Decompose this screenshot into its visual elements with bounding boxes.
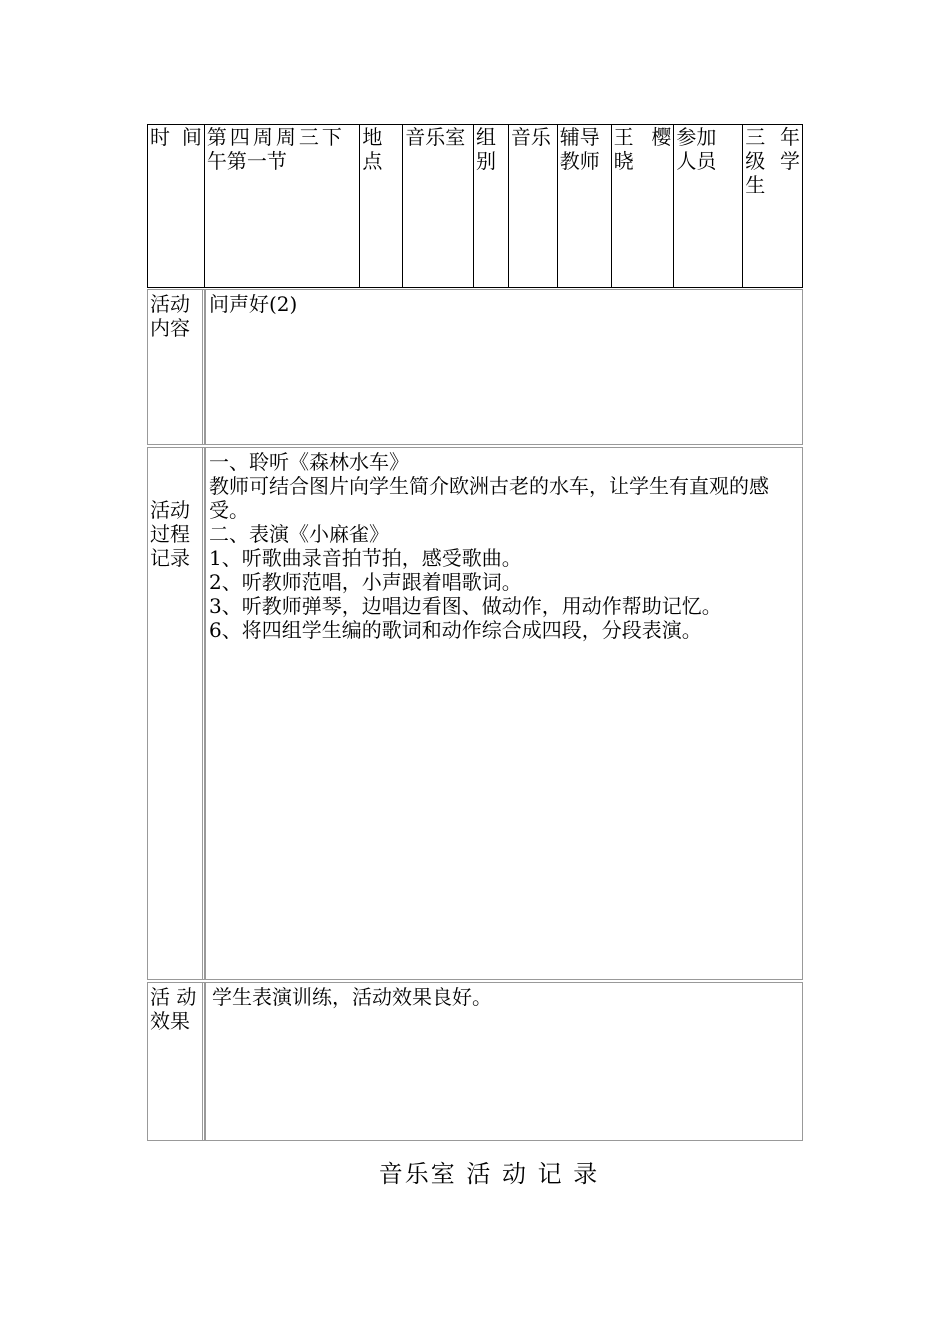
process-line: 3、听教师弹琴，边唱边看图、做动作，用动作帮助记忆。 <box>209 594 722 618</box>
page-title: 音乐室 活 动 记 录 <box>378 1160 600 1188</box>
tutor-label: 辅导 教师 <box>558 125 612 287</box>
activity-process-record <box>205 448 802 979</box>
process-line: 教师可结合图片向学生简介欧洲古老的水车，让学生有直观的感受。 <box>209 474 769 522</box>
group-label: 组 别 <box>474 125 509 287</box>
activity-content-label: 活动内容 <box>148 290 205 444</box>
header-row <box>147 124 803 288</box>
process-line: 二、表演《小麻雀》 <box>209 522 389 546</box>
activity-content-text: 问声好(2) <box>205 290 802 444</box>
group-value: 音乐 <box>509 125 558 287</box>
activity-effect-text: 学生表演训练，活动效果良好。 <box>205 983 802 1140</box>
time-label: 时 间 <box>148 125 205 287</box>
activity-effect-label: 活 动效果 <box>148 983 205 1140</box>
participants-value: 三 年 级 学 生 <box>745 125 801 197</box>
participants-label: 参加 人员 <box>674 125 743 287</box>
place-label: 地 点 <box>360 125 403 287</box>
process-line: 6、将四组学生编的歌词和动作综合成四段，分段表演。 <box>209 618 702 642</box>
activity-effect-section <box>147 982 803 1141</box>
activity-process-section <box>147 447 803 980</box>
time-value: 第四周周三下 午第一节 <box>205 125 361 287</box>
process-line: 2、听教师范唱，小声跟着唱歌词。 <box>209 570 522 594</box>
process-line: 一、聆听《森林水车》 <box>209 450 409 474</box>
activity-process-label: 活动过程记录 <box>148 448 205 979</box>
process-line: 1、听歌曲录音拍节拍，感受歌曲。 <box>209 546 522 570</box>
activity-content-section <box>147 289 803 445</box>
tutor-value: 王 樱 晓 <box>612 125 675 287</box>
place-value: 音乐室 <box>403 125 474 287</box>
